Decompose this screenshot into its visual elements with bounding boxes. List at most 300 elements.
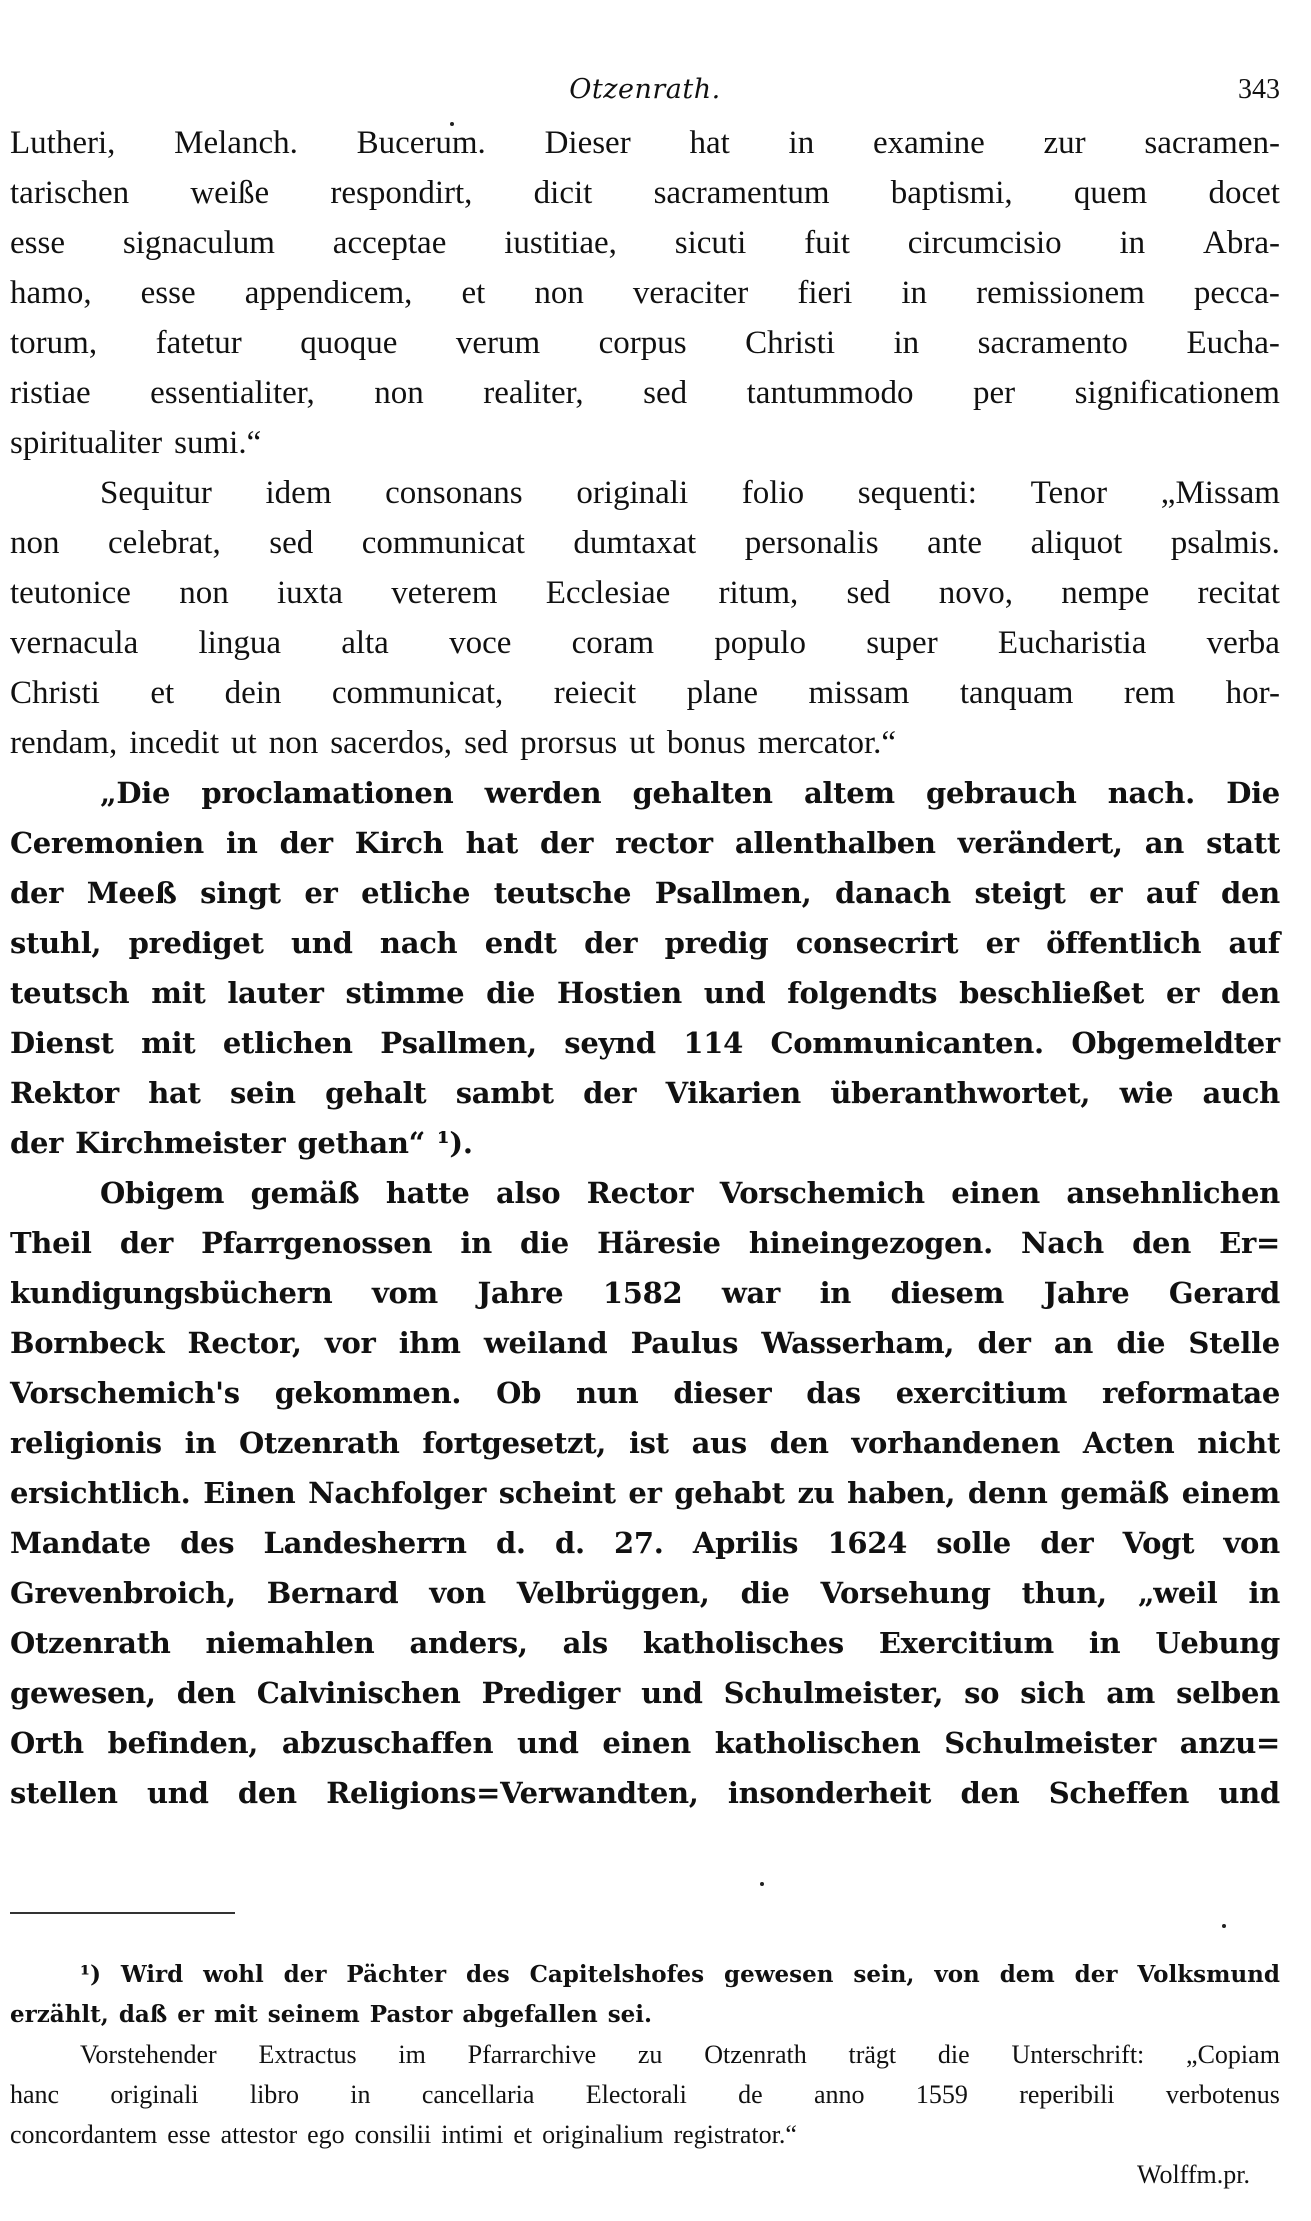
word: auf xyxy=(1228,926,1280,960)
word: concordantem xyxy=(10,2120,158,2149)
word: ristiae xyxy=(10,375,91,411)
word: religionis xyxy=(10,1426,162,1460)
word: „Copiam xyxy=(1186,2040,1280,2069)
word: Psallmen, xyxy=(654,876,812,910)
word: der xyxy=(1074,1961,1118,1988)
word: per xyxy=(972,375,1016,411)
word: in xyxy=(460,1226,492,1260)
word: proclamationen xyxy=(201,776,454,810)
word: gewesen, xyxy=(10,1676,156,1710)
running-title: Otzenrath. xyxy=(569,74,721,105)
word: bonus xyxy=(666,725,746,761)
word: remissionem xyxy=(976,275,1145,311)
text-line xyxy=(10,668,1280,718)
page-number: 343 xyxy=(1238,74,1280,105)
word: mit xyxy=(141,1026,196,1060)
word: solle xyxy=(936,1526,1011,1560)
text-line xyxy=(10,2035,1280,2075)
word: sein, xyxy=(853,1961,915,1988)
word: iuxta xyxy=(276,575,343,611)
word: seynd xyxy=(564,1026,656,1060)
word: non xyxy=(10,525,60,561)
word: gehabt xyxy=(674,1476,785,1510)
word: der xyxy=(119,1226,173,1260)
word: dicit xyxy=(533,175,593,211)
word: Gerard xyxy=(1168,1276,1280,1310)
text-line xyxy=(10,1118,1280,1168)
word: communicat xyxy=(361,525,525,561)
text-line xyxy=(10,1318,1280,1368)
word: von xyxy=(1223,1526,1280,1560)
word: Mandate xyxy=(10,1526,151,1560)
word: weiße xyxy=(190,175,270,211)
word: gehalten xyxy=(632,776,773,810)
word: Stelle xyxy=(1188,1326,1280,1360)
text-line xyxy=(10,1418,1280,1468)
word: sein xyxy=(230,1076,296,1110)
word: Theil xyxy=(10,1226,92,1260)
word: im xyxy=(398,2040,426,2069)
text-line xyxy=(10,1468,1280,1518)
word: teutonice xyxy=(10,575,131,611)
word: et xyxy=(461,275,486,311)
footnotes xyxy=(10,1955,1280,2195)
word: er xyxy=(1089,876,1123,910)
word: aus xyxy=(691,1426,747,1460)
word: pr. xyxy=(1223,2160,1250,2189)
word: esse xyxy=(140,275,196,311)
word: etliche xyxy=(361,876,471,910)
word: Obgemeldter xyxy=(1071,1026,1280,1060)
word: Landesherrn xyxy=(263,1526,467,1560)
word: tarischen xyxy=(10,175,130,211)
word: psalmis. xyxy=(1170,525,1280,561)
word: er xyxy=(1165,976,1200,1010)
word: veraciter xyxy=(632,275,749,311)
word: in xyxy=(893,325,920,361)
word: esse xyxy=(10,225,65,261)
word: significationem xyxy=(1074,375,1280,411)
word: des xyxy=(180,1526,235,1560)
word: attestor xyxy=(220,2120,298,2149)
word: reiecit xyxy=(553,675,637,711)
word: registrator.“ xyxy=(673,2120,797,2149)
word: Pastor xyxy=(369,2001,453,2028)
word: 1582 xyxy=(602,1276,683,1310)
word: stimme xyxy=(345,976,465,1010)
word: war xyxy=(721,1276,781,1310)
word: einen xyxy=(602,1726,691,1760)
word: exercitium xyxy=(895,1376,1068,1410)
word: die xyxy=(740,1576,790,1610)
word: gewesen xyxy=(724,1961,834,1988)
word: baptismi, xyxy=(890,175,1013,211)
word: anno xyxy=(814,2080,865,2109)
word: des xyxy=(466,1961,510,1988)
footnote-separator xyxy=(10,1912,235,1914)
word: consilii xyxy=(354,2120,432,2149)
word: der xyxy=(279,826,333,860)
print-speck xyxy=(760,1882,764,1886)
word: Er= xyxy=(1219,1226,1280,1260)
word: haben, xyxy=(847,1476,956,1510)
word: wohl xyxy=(203,1961,264,1988)
word: Pächter xyxy=(346,1961,447,1988)
word: predig xyxy=(664,926,769,960)
word: seinem xyxy=(267,2001,360,2028)
text-line xyxy=(10,1618,1280,1668)
word: Kirch xyxy=(354,826,444,860)
word: tanquam xyxy=(959,675,1074,711)
word: sed xyxy=(269,525,314,561)
word: die xyxy=(1116,1326,1166,1360)
word: Communicanten. xyxy=(770,1026,1044,1060)
word: populo xyxy=(714,625,806,661)
word: 27. xyxy=(614,1526,664,1560)
word: die xyxy=(486,976,536,1010)
word: non xyxy=(179,575,229,611)
word: vorhandenen xyxy=(851,1426,1060,1460)
word: Vorschemich's xyxy=(10,1376,240,1410)
word: prediget xyxy=(128,926,264,960)
word: Meeß xyxy=(86,876,177,910)
word: hat xyxy=(465,826,518,860)
word: den xyxy=(176,1676,236,1710)
word: de xyxy=(738,2080,763,2109)
word: Electorali xyxy=(585,2080,687,2109)
word: respondirt, xyxy=(330,175,473,211)
text-line xyxy=(10,518,1280,568)
word: statt xyxy=(1206,826,1280,860)
word: insonderheit xyxy=(727,1776,932,1810)
word: iustitiae, xyxy=(504,225,617,261)
word: an xyxy=(1053,1326,1094,1360)
word: der xyxy=(283,1961,327,1988)
word: so xyxy=(964,1676,1000,1710)
word: tantummodo xyxy=(746,375,914,411)
word: Christi xyxy=(745,325,835,361)
text-line xyxy=(10,2155,1280,2195)
word: ¹). xyxy=(437,1126,473,1160)
word: acceptae xyxy=(332,225,447,261)
word: verum xyxy=(455,325,541,361)
word: Otzenrath xyxy=(10,1626,171,1660)
word: Uebung xyxy=(1155,1626,1280,1660)
word: Grevenbroich, xyxy=(10,1576,236,1610)
word: Eucha- xyxy=(1186,325,1280,361)
word: consonans xyxy=(385,475,523,511)
word: öffentlich xyxy=(1046,926,1202,960)
word: Nach xyxy=(1021,1226,1104,1260)
word: den xyxy=(960,1776,1020,1810)
word: personalis xyxy=(744,525,879,561)
word: fortgesetzt, xyxy=(422,1426,607,1460)
word: pecca- xyxy=(1193,275,1280,311)
text-line xyxy=(10,768,1280,818)
word: Bornbeck xyxy=(10,1326,165,1360)
word: Kirchmeister xyxy=(75,1126,286,1160)
word: Unterschrift: xyxy=(1011,2040,1145,2069)
word: auf xyxy=(1145,876,1198,910)
word: den xyxy=(769,1426,829,1460)
word: gebrauch xyxy=(926,776,1077,810)
word: in xyxy=(788,125,815,161)
word: ego xyxy=(307,2120,345,2149)
word: plane xyxy=(686,675,759,711)
word: Obigem xyxy=(100,1176,225,1210)
word: und xyxy=(147,1776,209,1810)
word: Die xyxy=(1226,776,1280,810)
print-speck xyxy=(1222,1924,1226,1928)
word: teutsche xyxy=(493,876,632,910)
word: und xyxy=(641,1676,703,1710)
word: Dieser xyxy=(544,125,631,161)
word: intimi xyxy=(441,2120,504,2149)
text-line xyxy=(10,118,1280,168)
word: er xyxy=(628,1476,662,1510)
text-line xyxy=(10,1955,1280,1995)
word: ist xyxy=(628,1426,669,1460)
word: am xyxy=(1106,1676,1156,1710)
word: non xyxy=(268,725,319,761)
word: anzu= xyxy=(1179,1726,1280,1760)
word: Lutheri, xyxy=(10,125,116,161)
word: essentialiter, xyxy=(150,375,315,411)
text-line xyxy=(10,568,1280,618)
word: fieri xyxy=(797,275,853,311)
word: d. xyxy=(495,1526,526,1560)
word: mit xyxy=(151,976,206,1010)
word: sicuti xyxy=(674,225,747,261)
word: der xyxy=(1040,1526,1094,1560)
text-line xyxy=(10,818,1280,868)
word: Religions=Verwandten, xyxy=(326,1776,699,1810)
word: zu xyxy=(637,2040,663,2069)
word: Einen xyxy=(203,1476,296,1510)
word: befinden, xyxy=(107,1726,259,1760)
word: sumi.“ xyxy=(174,425,262,461)
word: Acten xyxy=(1082,1426,1175,1460)
word: sacramen- xyxy=(1144,125,1280,161)
text-line xyxy=(10,1768,1280,1818)
word: sei. xyxy=(607,2001,653,2028)
word: Paulus xyxy=(630,1326,739,1360)
word: und xyxy=(517,1726,579,1760)
word: 114 xyxy=(683,1026,743,1060)
word: in xyxy=(1119,225,1146,261)
word: voce xyxy=(449,625,512,661)
word: hor- xyxy=(1225,675,1280,711)
word: Dienst xyxy=(10,1026,114,1060)
word: Otzenrath xyxy=(704,2040,807,2069)
word: nach xyxy=(379,926,458,960)
word: communicat, xyxy=(331,675,504,711)
word: niemahlen xyxy=(205,1626,375,1660)
word: Orth xyxy=(10,1726,84,1760)
word: in xyxy=(901,275,928,311)
word: selben xyxy=(1176,1676,1280,1710)
word: rendam, xyxy=(10,725,118,761)
word: Schulmeister xyxy=(944,1726,1156,1760)
word: überanthwortet, xyxy=(830,1076,1091,1110)
word: gehalt xyxy=(325,1076,427,1110)
text-line xyxy=(10,1368,1280,1418)
text-line xyxy=(10,168,1280,218)
word: vor xyxy=(324,1326,376,1360)
word: Jahre xyxy=(1043,1276,1130,1310)
word: Rektor xyxy=(10,1076,119,1110)
word: sacerdos, xyxy=(330,725,453,761)
word: verbotenus xyxy=(1165,2080,1280,2109)
word: Eucharistia xyxy=(997,625,1147,661)
text-line xyxy=(10,1218,1280,1268)
word: gemäß xyxy=(1060,1476,1170,1510)
word: trägt xyxy=(848,2040,897,2069)
word: beschließet xyxy=(959,976,1145,1010)
text-line xyxy=(10,468,1280,518)
word: hanc xyxy=(10,2080,60,2109)
word: Wasserham, xyxy=(761,1326,955,1360)
word: Psallmen, xyxy=(380,1026,537,1060)
word: signaculum xyxy=(122,225,275,261)
word: mit xyxy=(214,2001,258,2028)
text-line xyxy=(10,1068,1280,1118)
word: hat xyxy=(689,125,730,161)
word: danach xyxy=(834,876,951,910)
word: kundigungsbüchern xyxy=(10,1276,333,1310)
word: sed xyxy=(643,375,688,411)
text-line xyxy=(10,918,1280,968)
word: originalium xyxy=(542,2120,664,2149)
word: abgefallen xyxy=(462,2001,598,2028)
word: in xyxy=(1248,1576,1280,1610)
word: das xyxy=(806,1376,861,1410)
word: die xyxy=(520,1226,569,1260)
word: reperibili xyxy=(1019,2080,1115,2109)
word: den xyxy=(237,1776,297,1810)
word: ¹) xyxy=(80,1961,101,1988)
word: Vorschemich xyxy=(719,1176,925,1210)
word: katholisches xyxy=(642,1626,844,1660)
word: fuit xyxy=(804,225,850,261)
text-line xyxy=(10,1268,1280,1318)
text-line xyxy=(10,1995,1280,2035)
word: 1559 xyxy=(915,2080,968,2109)
text-line xyxy=(10,1668,1280,1718)
word: an xyxy=(1144,826,1185,860)
word: dumtaxat xyxy=(573,525,697,561)
word: Wird xyxy=(120,1961,184,1988)
word: originali xyxy=(110,2080,199,2109)
word: steigt xyxy=(974,876,1066,910)
word: corpus xyxy=(598,325,687,361)
word: sed xyxy=(464,725,509,761)
word: Ecclesiae xyxy=(545,575,671,611)
word: hatte xyxy=(385,1176,470,1210)
word: dieser xyxy=(673,1376,772,1410)
word: Prediger xyxy=(481,1676,621,1710)
word: non xyxy=(534,275,584,311)
word: verändert, xyxy=(957,826,1123,860)
word: Rector xyxy=(586,1176,694,1210)
word: consecrirt xyxy=(795,926,959,960)
word: Calvinischen xyxy=(256,1676,461,1710)
text-line xyxy=(10,868,1280,918)
word: in xyxy=(184,1426,217,1460)
word: zu xyxy=(797,1476,835,1510)
word: weiland xyxy=(483,1326,608,1360)
word: sich xyxy=(1020,1676,1086,1710)
word: Volksmund xyxy=(1137,1961,1280,1988)
text-line xyxy=(10,368,1280,418)
word: Ceremonien xyxy=(10,826,204,860)
word: nempe xyxy=(1061,575,1150,611)
word: ansehnlichen xyxy=(1066,1176,1280,1210)
word: ritum, xyxy=(718,575,799,611)
word: der xyxy=(583,1076,637,1110)
word: appendicem, xyxy=(244,275,413,311)
word: den xyxy=(1220,876,1280,910)
word: den xyxy=(1132,1226,1191,1260)
word: quem xyxy=(1073,175,1148,211)
word: mercator.“ xyxy=(757,725,897,761)
word: Nachfolger xyxy=(308,1476,487,1510)
word: Ob xyxy=(496,1376,542,1410)
word: katholischen xyxy=(714,1726,921,1760)
word: d. xyxy=(555,1526,585,1560)
word: Extractus xyxy=(258,2040,357,2069)
word: stuhl, xyxy=(10,926,102,960)
text-line xyxy=(10,618,1280,668)
word: Vorsehung xyxy=(820,1576,991,1610)
word: sacramento xyxy=(977,325,1128,361)
word: dem xyxy=(999,1961,1055,1988)
word: der xyxy=(10,1126,64,1160)
word: sequenti: xyxy=(857,475,977,511)
word: sambt xyxy=(455,1076,554,1110)
word: Jahre xyxy=(477,1276,564,1310)
word: nun xyxy=(576,1376,639,1410)
word: ut xyxy=(629,725,655,761)
word: wie xyxy=(1119,1076,1174,1110)
word: teutsch xyxy=(10,976,130,1010)
text-line xyxy=(10,1568,1280,1618)
text-line xyxy=(10,418,1280,468)
word: lingua xyxy=(198,625,281,661)
word: Christi xyxy=(10,675,100,711)
word: von xyxy=(429,1576,486,1610)
word: lauter xyxy=(227,976,324,1010)
word: Bernard xyxy=(266,1576,399,1610)
word: „weil xyxy=(1137,1576,1218,1610)
word: die xyxy=(937,2040,970,2069)
word: er xyxy=(304,876,338,910)
word: veterem xyxy=(391,575,498,611)
word: den xyxy=(1221,976,1280,1010)
word: etlichen xyxy=(222,1026,353,1060)
word: zur xyxy=(1043,125,1086,161)
word: in xyxy=(1088,1626,1121,1660)
word: folio xyxy=(741,475,805,511)
word: m. xyxy=(1196,2160,1224,2189)
text-line xyxy=(10,2075,1280,2115)
word: werden xyxy=(484,776,602,810)
main-text xyxy=(10,118,1280,1818)
text-line xyxy=(10,1518,1280,1568)
text-line xyxy=(10,2115,1280,2155)
word: und xyxy=(1218,1776,1280,1810)
word: Vikarien xyxy=(665,1076,801,1110)
